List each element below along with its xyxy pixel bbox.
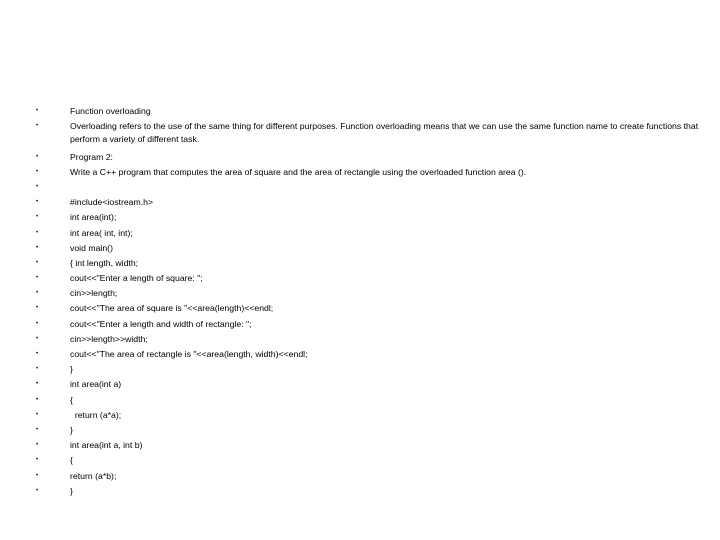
line-text: Program 2: [70, 151, 113, 162]
slide-body [36, 104, 708, 499]
line-text: { [70, 394, 73, 405]
line-text: int area(int a, int b) [70, 440, 143, 451]
line-text: Overloading refers to the use of the same thing for different purposes. Function overloading means that we can use the same function name to create functions that perform a variety of different task. [70, 121, 699, 145]
bullet-icon: • [36, 290, 39, 297]
bullet-line [36, 393, 708, 408]
bullet-line [36, 104, 708, 119]
bullet-line [36, 453, 708, 468]
bullet-icon: • [36, 487, 39, 494]
bullet-icon: • [36, 244, 39, 251]
line-text: return (a*a); [70, 409, 122, 420]
bullet-icon: • [36, 199, 39, 206]
bullet-line [36, 226, 708, 241]
line-text: cout<<"Enter a length and width of rectangle: "; [70, 318, 252, 329]
bullet-icon: • [36, 108, 39, 114]
bullet-line [36, 484, 708, 499]
bullet-icon: • [36, 457, 39, 464]
bullet-line [36, 195, 708, 210]
bullet-line [36, 317, 708, 332]
bullet-icon: • [36, 183, 39, 190]
line-text: return (a*b); [70, 470, 117, 481]
bullet-line [36, 241, 708, 256]
line-text: Write a C++ program that computes the area of square and the area of rectangle using the overloaded function area (). [70, 166, 527, 177]
bullet-icon: • [36, 442, 39, 449]
line-text: cout<<"The area of square is "<<area(length)<<endl; [70, 303, 274, 314]
bullet-line [36, 180, 708, 195]
bullet-icon: • [36, 305, 39, 312]
bullet-line [36, 119, 708, 149]
line-text: int area( int, int); [70, 227, 133, 238]
bullet-icon: • [36, 335, 39, 342]
bullet-line [36, 347, 708, 362]
bullet-icon: • [36, 153, 39, 160]
bullet-icon: • [36, 168, 39, 175]
line-text: int area(int a) [70, 379, 122, 390]
bullet-line [36, 408, 708, 423]
bullet-line [36, 377, 708, 392]
bullet-line [36, 286, 708, 301]
bullet-line [36, 271, 708, 286]
bullet-line [36, 256, 708, 271]
bullet-line [36, 438, 708, 453]
bullet-icon: • [36, 366, 39, 373]
line-text: #include<iostream.h> [70, 197, 154, 208]
bullet-line [36, 332, 708, 347]
bullet-icon: • [36, 351, 39, 358]
bullet-icon: • [36, 214, 39, 221]
bullet-icon: • [36, 259, 39, 266]
bullet-line [36, 362, 708, 377]
bullet-icon: • [36, 123, 39, 130]
bullet-line [36, 150, 708, 165]
bullet-icon: • [36, 396, 39, 403]
line-text: } [70, 424, 73, 435]
bullet-icon: • [36, 411, 39, 418]
bullet-icon: • [36, 426, 39, 433]
bullet-icon: • [36, 275, 39, 282]
line-text: cin>>length; [70, 288, 118, 299]
bullet-icon: • [36, 381, 39, 388]
line-text: { int length, width; [70, 257, 139, 268]
bullet-icon: • [36, 320, 39, 327]
line-text: int area(int); [70, 212, 117, 223]
bullet-line [36, 210, 708, 225]
bullet-icon: • [36, 472, 39, 479]
bullet-line [36, 165, 708, 180]
line-text: cout<<"The area of rectangle is "<<area(length, width)<<endl; [70, 349, 308, 360]
line-text: cin>>length>>width; [70, 333, 148, 344]
line-text: } [70, 485, 73, 496]
line-text: cout<<"Enter a length of square: "; [70, 273, 203, 284]
line-text: void main() [70, 242, 113, 253]
bullet-line [36, 469, 708, 484]
line-text: } [70, 364, 73, 375]
line-text: Function overloading [70, 106, 151, 116]
line-text: { [70, 455, 73, 466]
bullet-icon: • [36, 229, 39, 236]
bullet-line [36, 301, 708, 316]
bullet-line [36, 423, 708, 438]
